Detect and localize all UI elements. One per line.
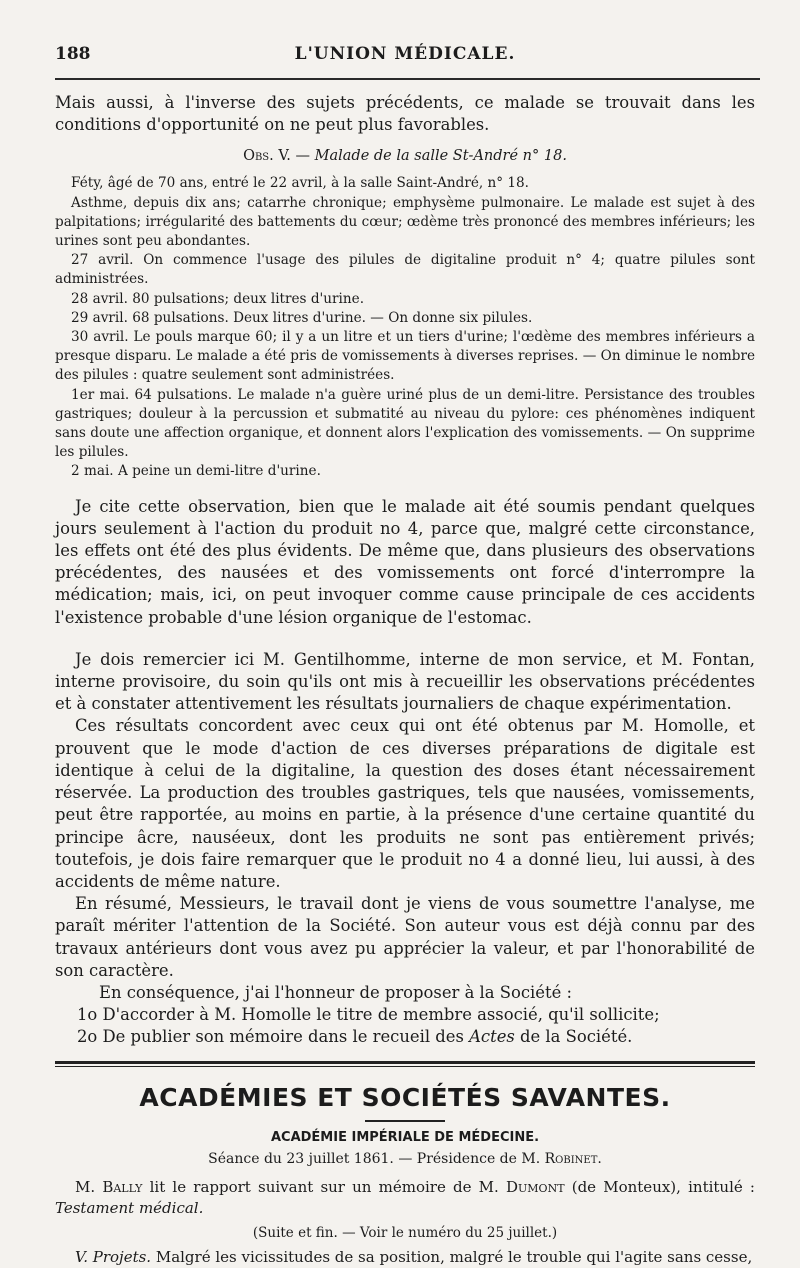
commentary-paragraph: Je cite cette observation, bien que le malade ait été soumis pendant quelques jours seulement à l'action du produit no 4, parce que, malgré cette circonstance, les effets ont été des plus évidents. De même que, dans plusieurs des observations précédentes, des nausées et des vomissements ont forcé d'interrompre la médication; mais, ici, on peut invoquer comme cause principale de ces accidents l'existence probable d'une lésion organique de l'estomac. xyxy=(55,496,755,627)
page-number: 188 xyxy=(55,44,91,64)
observation-dash: — xyxy=(290,148,315,165)
journal-entry: 30 avril. Le pouls marque 60; il y a un litre et un tiers d'urine; l'œdème des membres inférieurs a presque disparu. Le malade a été pris de vomissements à diverses reprises. — On diminue le nombre des pilules : quatre seulement sont administrées. xyxy=(55,329,755,384)
section-subtitle: ACADÉMIE IMPÉRIALE DE MÉDECINE. xyxy=(270,1129,540,1145)
patient-line: Féty, âgé de 70 ans, entré le 22 avril, à la salle Saint-André, n° 18. xyxy=(71,175,529,192)
journal-entry: 29 avril. 68 pulsations. Deux litres d'urine. — On donne six pilules. xyxy=(71,309,533,326)
acknowledgement-paragraph: Je dois remercier ici M. Gentilhomme, interne de mon service, et M. Fontan, interne provisoire, du soin qu'ils ont mis à recueillir les observations précédentes et à constater attentivement les résultats journaliers de chaque expérimentation. xyxy=(55,649,755,714)
journal-entry: 27 avril. On commence l'usage des pilules de digitaline produit n° 4; quatre pilules sont administrées. xyxy=(55,252,755,288)
intro-paragraph: Mais aussi, à l'inverse des sujets précédents, ce malade se trouvait dans les conditions d'opportunité on ne peut plus favorables. xyxy=(55,93,755,135)
page-header xyxy=(55,44,755,74)
section-title: ACADÉMIES ET SOCIÉTÉS SAVANTES. xyxy=(139,1082,671,1112)
section-rule xyxy=(55,1061,755,1067)
article-body xyxy=(55,92,755,1268)
title-rule xyxy=(365,1120,445,1122)
summary-paragraph: En résumé, Messieurs, le travail dont je viens de vous soumettre l'analyse, me paraît mériter l'attention de la Société. Son auteur vous est déjà connu par des travaux antérieurs dont vous avez pu apprécier la valeur, et par l'honorabilité de son caractère. xyxy=(55,894,755,980)
seance-line: Séance du 23 juillet 1861. — Présidence de M. Robinet. xyxy=(208,1150,602,1167)
journal-entry: 2 mai. A peine un demi-litre d'urine. xyxy=(71,463,321,480)
proposal-item: 2o De publier son mémoire dans le recueil des Actes de la Société. xyxy=(77,1027,633,1047)
spacer xyxy=(55,629,755,649)
proposal-paragraph: En conséquence, j'ai l'honneur de proposer à la Société : xyxy=(99,982,573,1002)
continuation-note: (Suite et fin. — Voir le numéro du 25 juillet.) xyxy=(252,1224,558,1241)
observation-heading xyxy=(55,148,755,164)
patient-history: Asthme, depuis dix ans; catarrhe chronique; emphysème pulmonaire. Le malade est sujet à des palpitations; irrégularité des battements du cœur; œdème très prononcé des membres inférieurs; les urines sont peu abondantes. xyxy=(55,194,755,250)
journal-entry: 1er mai. 64 pulsations. Le malade n'a guère uriné plus de un demi-litre. Persistance des troubles gastriques; douleur à la percussion et submatité au niveau du pylore: ces phénomènes indiquent sans doute une affection organique, et donnent alors l'explication des vomissements. — On supprime les pilules. xyxy=(55,386,755,461)
observation-label: Obs. V. xyxy=(243,148,291,165)
observation-title: Malade de la salle St-André n° 18. xyxy=(314,148,567,165)
rapport-paragraph: M. Bally lit le rapport suivant sur un mémoire de M. Dumont (de Monteux), intitulé : Testament médical. xyxy=(55,1177,755,1217)
results-paragraph: Ces résultats concordent avec ceux qui ont été obtenus par M. Homolle, et prouvent que le mode d'action de ces diverses préparations de digitale est identique à celui de la digitaline, la question des doses étant nécessairement réservée. La production des troubles gastriques, tels que nausées, vomissements, peut être rapportée, au moins en partie, à la présence d'une certaine quantité du principe âcre, nauséeux, dont les produits ne sont pas entièrement privés; toutefois, je dois faire remarquer que le produit no 4 a donné lieu, lui aussi, à des accidents de même nature. xyxy=(55,716,755,891)
spacer xyxy=(55,482,755,496)
journal-entry: 28 avril. 80 pulsations; deux litres d'urine. xyxy=(71,290,365,307)
running-title: L'UNION MÉDICALE. xyxy=(294,44,516,64)
projets-paragraph: V. Projets. Malgré les vicissitudes de sa position, malgré le trouble qui l'agite sans cesse, xyxy=(75,1247,753,1266)
header-rule xyxy=(55,78,760,80)
proposal-item: 1o D'accorder à M. Homolle le titre de membre associé, qu'il sollicite; xyxy=(77,1005,660,1025)
